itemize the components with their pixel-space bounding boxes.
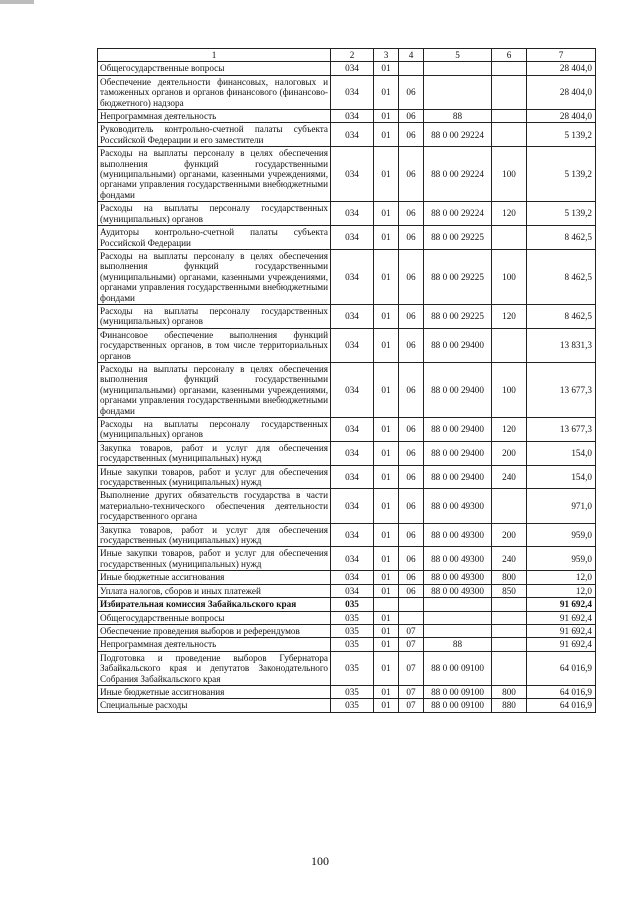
row-name: Непрограммная деятельность [98, 638, 331, 651]
row-amount: 154,0 [527, 441, 596, 465]
row-subsection-code: 06 [399, 202, 424, 226]
row-name: Специальные расходы [98, 699, 331, 712]
row-amount: 971,0 [527, 489, 596, 523]
table-row [98, 362, 596, 417]
row-ministry-code: 035 [331, 685, 374, 698]
row-ministry-code: 035 [331, 638, 374, 651]
row-ministry-code: 034 [331, 328, 374, 362]
row-amount: 5 139,2 [527, 202, 596, 226]
row-target-article: 88 0 00 29400 [424, 465, 492, 489]
row-amount: 5 139,2 [527, 123, 596, 147]
row-subsection-code [399, 611, 424, 624]
row-target-article: 88 [424, 638, 492, 651]
row-target-article: 88 0 00 29225 [424, 226, 492, 250]
table-row [98, 123, 596, 147]
table-row [98, 465, 596, 489]
header-col-5: 5 [424, 49, 492, 62]
row-target-article: 88 0 00 49300 [424, 489, 492, 523]
row-name: Финансовое обеспечение выполнения функций государственных органов, в том числе территориальных органов [98, 328, 331, 362]
row-amount: 13 677,3 [527, 362, 596, 417]
row-name: Руководитель контрольно-счетной палаты субъекта Российской Федерации и его заместители [98, 123, 331, 147]
table-row [98, 638, 596, 651]
row-section-code: 01 [374, 611, 399, 624]
row-expense-type [492, 226, 527, 250]
row-amount: 91 692,4 [527, 624, 596, 637]
row-section-code: 01 [374, 624, 399, 637]
row-amount: 8 462,5 [527, 226, 596, 250]
row-subsection-code: 06 [399, 123, 424, 147]
row-expense-type [492, 598, 527, 611]
table-row [98, 523, 596, 547]
header-col-2: 2 [331, 49, 374, 62]
row-expense-type: 100 [492, 362, 527, 417]
row-target-article: 88 [424, 110, 492, 123]
row-section-code: 01 [374, 441, 399, 465]
row-expense-type: 240 [492, 547, 527, 571]
table-row [98, 651, 596, 685]
row-amount: 64 016,9 [527, 651, 596, 685]
row-amount: 12,0 [527, 571, 596, 584]
scan-corner-mark [0, 0, 34, 4]
row-subsection-code: 06 [399, 571, 424, 584]
row-name: Уплата налогов, сборов и иных платежей [98, 584, 331, 597]
row-subsection-code: 06 [399, 465, 424, 489]
row-name: Иные бюджетные ассигнования [98, 685, 331, 698]
row-expense-type [492, 328, 527, 362]
table-row [98, 624, 596, 637]
row-ministry-code: 034 [331, 202, 374, 226]
row-name: Закупка товаров, работ и услуг для обеспечения государственных (муниципальных) нужд [98, 441, 331, 465]
row-subsection-code: 07 [399, 685, 424, 698]
header-col-4: 4 [399, 49, 424, 62]
table-row [98, 685, 596, 698]
row-ministry-code: 034 [331, 75, 374, 109]
row-amount: 91 692,4 [527, 638, 596, 651]
table-row [98, 202, 596, 226]
row-name: Расходы на выплаты персоналу государственных (муниципальных) органов [98, 418, 331, 442]
row-name: Непрограммная деятельность [98, 110, 331, 123]
row-subsection-code: 06 [399, 362, 424, 417]
row-name: Расходы на выплаты персоналу в целях обеспечения выполнения функций государственными (муниципальными) органами, казенными учреждениями, органами управления государственными внебюджетными фондами [98, 147, 331, 202]
row-amount: 8 462,5 [527, 304, 596, 328]
row-expense-type: 120 [492, 418, 527, 442]
row-subsection-code: 06 [399, 226, 424, 250]
row-ministry-code: 035 [331, 611, 374, 624]
row-section-code: 01 [374, 123, 399, 147]
row-expense-type [492, 75, 527, 109]
row-ministry-code: 034 [331, 123, 374, 147]
row-name: Подготовка и проведение выборов Губернатора Забайкальского края и депутатов Законодательного Собрания Забайкальского края [98, 651, 331, 685]
row-amount: 5 139,2 [527, 147, 596, 202]
row-target-article: 88 0 00 29225 [424, 249, 492, 304]
row-name: Избирательная комиссия Забайкальского края [98, 598, 331, 611]
row-expense-type [492, 110, 527, 123]
table-row [98, 598, 596, 611]
row-subsection-code: 06 [399, 249, 424, 304]
table-row [98, 249, 596, 304]
row-name: Расходы на выплаты персоналу государственных (муниципальных) органов [98, 202, 331, 226]
row-target-article: 88 0 00 29225 [424, 304, 492, 328]
row-amount: 154,0 [527, 465, 596, 489]
row-ministry-code: 035 [331, 651, 374, 685]
row-name: Иные закупки товаров, работ и услуг для обеспечения государственных (муниципальных) нужд [98, 547, 331, 571]
row-expense-type [492, 62, 527, 75]
row-name: Иные закупки товаров, работ и услуг для обеспечения государственных (муниципальных) нужд [98, 465, 331, 489]
row-expense-type [492, 624, 527, 637]
row-section-code: 01 [374, 571, 399, 584]
row-section-code: 01 [374, 489, 399, 523]
row-name: Расходы на выплаты персоналу государственных (муниципальных) органов [98, 304, 331, 328]
row-amount: 64 016,9 [527, 699, 596, 712]
table-row [98, 699, 596, 712]
row-target-article: 88 0 00 29224 [424, 202, 492, 226]
table-row [98, 226, 596, 250]
row-subsection-code: 06 [399, 75, 424, 109]
row-target-article: 88 0 00 09100 [424, 699, 492, 712]
row-subsection-code: 06 [399, 147, 424, 202]
row-subsection-code: 07 [399, 624, 424, 637]
row-section-code: 01 [374, 62, 399, 75]
header-col-1: 1 [98, 49, 331, 62]
row-expense-type [492, 651, 527, 685]
row-name: Выполнение других обязательств государства в части материально-технического обеспечения деятельности государственного органа [98, 489, 331, 523]
row-amount: 12,0 [527, 584, 596, 597]
row-expense-type: 800 [492, 571, 527, 584]
row-ministry-code: 034 [331, 110, 374, 123]
row-amount: 13 831,3 [527, 328, 596, 362]
budget-table [97, 48, 596, 713]
row-subsection-code: 06 [399, 489, 424, 523]
row-target-article: 88 0 00 29400 [424, 362, 492, 417]
row-subsection-code: 06 [399, 584, 424, 597]
row-amount: 13 677,3 [527, 418, 596, 442]
row-ministry-code: 034 [331, 584, 374, 597]
row-name: Расходы на выплаты персоналу в целях обеспечения выполнения функций государственными (муниципальными) органами, казенными учреждениями, органами управления государственными внебюджетными фондами [98, 362, 331, 417]
row-expense-type: 800 [492, 685, 527, 698]
row-expense-type: 850 [492, 584, 527, 597]
row-expense-type: 200 [492, 441, 527, 465]
row-subsection-code: 07 [399, 651, 424, 685]
row-subsection-code: 06 [399, 328, 424, 362]
row-subsection-code [399, 62, 424, 75]
row-name: Обеспечение проведения выборов и референдумов [98, 624, 331, 637]
table-row [98, 418, 596, 442]
row-section-code: 01 [374, 523, 399, 547]
row-expense-type [492, 489, 527, 523]
table-row [98, 147, 596, 202]
table-row [98, 547, 596, 571]
row-target-article: 88 0 00 29224 [424, 123, 492, 147]
row-expense-type [492, 123, 527, 147]
row-subsection-code: 06 [399, 110, 424, 123]
row-ministry-code: 034 [331, 547, 374, 571]
row-ministry-code: 035 [331, 598, 374, 611]
row-name: Закупка товаров, работ и услуг для обеспечения государственных (муниципальных) нужд [98, 523, 331, 547]
header-col-7: 7 [527, 49, 596, 62]
row-section-code: 01 [374, 249, 399, 304]
row-target-article [424, 611, 492, 624]
row-section-code: 01 [374, 147, 399, 202]
row-target-article: 88 0 00 29400 [424, 418, 492, 442]
row-name: Общегосударственные вопросы [98, 611, 331, 624]
row-target-article: 88 0 00 09100 [424, 685, 492, 698]
table-row [98, 328, 596, 362]
row-section-code: 01 [374, 699, 399, 712]
row-section-code: 01 [374, 465, 399, 489]
row-amount: 91 692,4 [527, 611, 596, 624]
row-ministry-code: 034 [331, 226, 374, 250]
row-ministry-code: 034 [331, 418, 374, 442]
row-ministry-code: 035 [331, 624, 374, 637]
table-row [98, 75, 596, 109]
row-subsection-code: 06 [399, 547, 424, 571]
table-row [98, 611, 596, 624]
row-section-code: 01 [374, 110, 399, 123]
row-subsection-code: 07 [399, 638, 424, 651]
row-target-article: 88 0 00 49300 [424, 571, 492, 584]
header-col-3: 3 [374, 49, 399, 62]
row-subsection-code [399, 598, 424, 611]
row-expense-type [492, 611, 527, 624]
row-amount: 8 462,5 [527, 249, 596, 304]
page-number: 100 [311, 854, 329, 868]
table-row [98, 489, 596, 523]
row-section-code: 01 [374, 202, 399, 226]
row-section-code: 01 [374, 651, 399, 685]
row-name: Расходы на выплаты персоналу в целях обеспечения выполнения функций государственными (муниципальными) органами, казенными учреждениями, органами управления государственными внебюджетными фондами [98, 249, 331, 304]
row-section-code: 01 [374, 418, 399, 442]
row-name: Обеспечение деятельности финансовых, налоговых и таможенных органов и органов финансового (финансово-бюджетного) надзора [98, 75, 331, 109]
table-row [98, 304, 596, 328]
row-target-article [424, 75, 492, 109]
row-ministry-code: 035 [331, 699, 374, 712]
row-section-code: 01 [374, 226, 399, 250]
row-amount: 959,0 [527, 547, 596, 571]
row-target-article: 88 0 00 49300 [424, 584, 492, 597]
row-ministry-code: 034 [331, 489, 374, 523]
row-subsection-code: 06 [399, 441, 424, 465]
row-ministry-code: 034 [331, 249, 374, 304]
row-section-code: 01 [374, 685, 399, 698]
row-target-article: 88 0 00 09100 [424, 651, 492, 685]
row-ministry-code: 034 [331, 62, 374, 75]
row-target-article: 88 0 00 29224 [424, 147, 492, 202]
row-expense-type [492, 638, 527, 651]
row-target-article [424, 598, 492, 611]
table-row [98, 571, 596, 584]
row-expense-type: 120 [492, 202, 527, 226]
row-ministry-code: 034 [331, 304, 374, 328]
row-expense-type: 880 [492, 699, 527, 712]
row-target-article: 88 0 00 49300 [424, 523, 492, 547]
row-ministry-code: 034 [331, 465, 374, 489]
row-ministry-code: 034 [331, 441, 374, 465]
table-row [98, 441, 596, 465]
row-section-code: 01 [374, 328, 399, 362]
row-subsection-code: 06 [399, 304, 424, 328]
table-header-row [98, 49, 596, 62]
row-amount: 959,0 [527, 523, 596, 547]
row-subsection-code: 06 [399, 418, 424, 442]
row-target-article: 88 0 00 29400 [424, 328, 492, 362]
row-section-code: 01 [374, 584, 399, 597]
row-section-code: 01 [374, 304, 399, 328]
row-section-code: 01 [374, 75, 399, 109]
row-section-code: 01 [374, 547, 399, 571]
row-amount: 28 404,0 [527, 62, 596, 75]
row-ministry-code: 034 [331, 362, 374, 417]
row-expense-type: 240 [492, 465, 527, 489]
row-section-code: 01 [374, 362, 399, 417]
table-row [98, 62, 596, 75]
table-row [98, 584, 596, 597]
row-target-article: 88 0 00 49300 [424, 547, 492, 571]
row-target-article [424, 62, 492, 75]
row-amount: 64 016,9 [527, 685, 596, 698]
row-section-code [374, 598, 399, 611]
row-expense-type: 120 [492, 304, 527, 328]
row-expense-type: 200 [492, 523, 527, 547]
row-amount: 91 692,4 [527, 598, 596, 611]
row-name: Аудиторы контрольно-счетной палаты субъекта Российской Федерации [98, 226, 331, 250]
row-name: Иные бюджетные ассигнования [98, 571, 331, 584]
row-target-article [424, 624, 492, 637]
row-expense-type: 100 [492, 249, 527, 304]
row-ministry-code: 034 [331, 147, 374, 202]
header-col-6: 6 [492, 49, 527, 62]
row-subsection-code: 06 [399, 523, 424, 547]
row-amount: 28 404,0 [527, 110, 596, 123]
table-row [98, 110, 596, 123]
row-section-code: 01 [374, 638, 399, 651]
row-amount: 28 404,0 [527, 75, 596, 109]
row-subsection-code: 07 [399, 699, 424, 712]
row-ministry-code: 034 [331, 523, 374, 547]
row-ministry-code: 034 [331, 571, 374, 584]
row-target-article: 88 0 00 29400 [424, 441, 492, 465]
row-name: Общегосударственные вопросы [98, 62, 331, 75]
row-expense-type: 100 [492, 147, 527, 202]
